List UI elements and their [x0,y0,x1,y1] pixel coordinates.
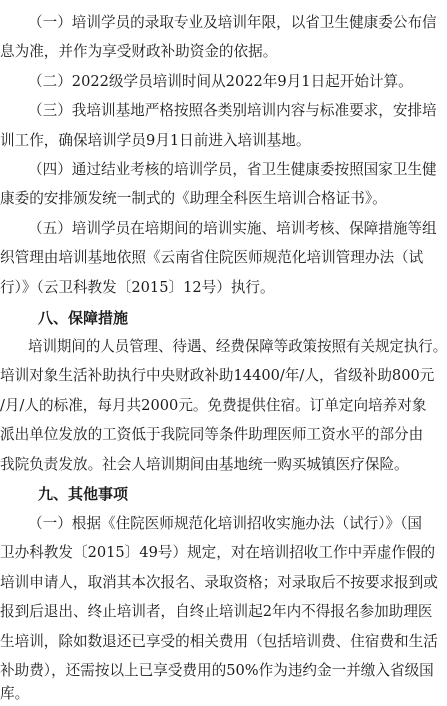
paragraph-line: 行）》（云卫科教发〔2015〕12号）执行。 [0,279,275,296]
paragraph-line: （四）通过结业考核的培训学员，省卫生健康委按照国家卫生健 [28,161,437,178]
paragraph-line: （一）培训学员的录取专业及培训年限，以省卫生健康委公布信 [28,14,437,31]
paragraph-line: 康委的安排颁发统一制式的《助理全科医生培训合格证书》。 [0,190,387,207]
paragraph-line: 报到后退出、终止培训者，自终止培训起2年内不得报名参加助理医 [0,603,433,620]
paragraph-line: 生培训，除如数退还已享受的相关费用（包括培训费、住宿费和生活 [0,633,438,650]
paragraph-line: 卫办科教发〔2015〕49号）规定，对在培训招收工作中弄虚作假的 [0,544,436,561]
paragraph-line: 培训对象生活补助执行中央财政补助14400/年/人，省级补助800元 [0,367,435,384]
section-heading: 八、保障措施 [38,309,129,327]
paragraph-line: 训工作，确保培训学员9月1日前进入培训基地。 [0,132,311,149]
paragraph-line: 培训期间的人员管理、待遇、经费保障等政策按照有关规定执行。 [28,338,447,355]
paragraph-line: 库。 [0,685,30,702]
paragraph-line: 息为准，并作为享受财政补助资金的依据。 [0,43,278,60]
paragraph-line: 培训申请人，取消其本次报名、录取资格；对录取后不按要求报到或 [0,574,438,591]
section-heading: 九、其他事项 [38,485,129,503]
paragraph-line: （一）根据《住院医师规范化培训招收实施办法（试行）》（国 [28,515,423,532]
paragraph-line: （五）培训学员在培期间的培训实施、培训考核、保障措施等组 [28,220,437,237]
paragraph-line: 我院负责发放。社会人培训期间由基地统一购买城镇医疗保险。 [0,456,409,473]
paragraph-line: 派出单位发放的工资低于我院同等条件助理医师工资水平的部分由 [0,426,424,443]
paragraph-line: （二）2022级学员培训时间从2022年9月1日起开始计算。 [28,73,413,90]
paragraph-line: （三）我培训基地严格按照各类别培训内容与标准要求，安排培 [28,102,437,119]
paragraph-line: 补助费），还需按以上已享受费用的50%作为违约金一并缴入省级国 [0,662,434,679]
paragraph-line: 织管理由培训基地依照《云南省住院医师规范化培训管理办法（试 [0,249,424,266]
paragraph-line: /月/人的标准，每月共2000元。免费提供住宿。订单定向培养对象 [0,397,427,414]
